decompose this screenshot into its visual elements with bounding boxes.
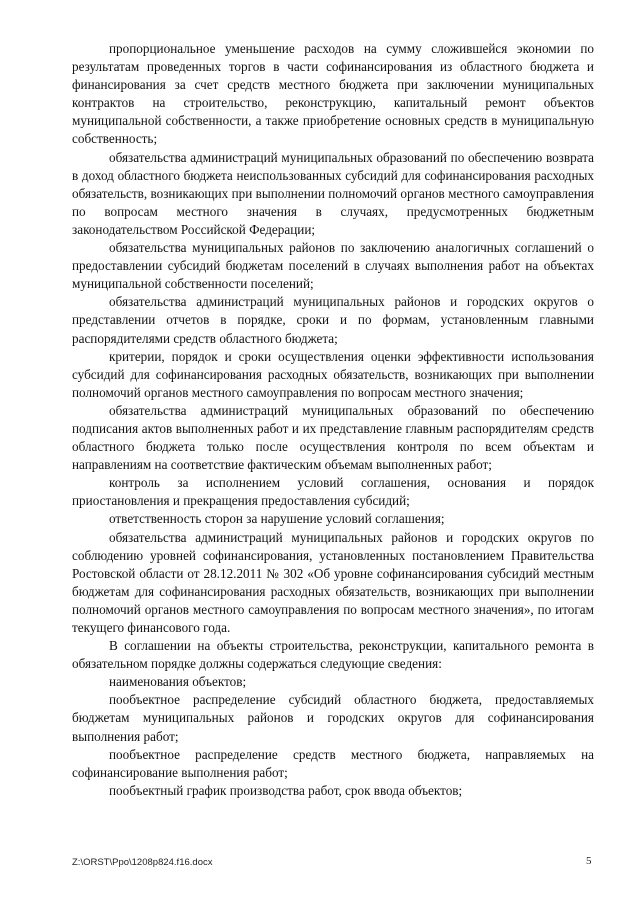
paragraph: наименования объектов; — [109, 674, 247, 690]
paragraph: пообъектное распределение субсидий областного бюджета, предоставляемых бюджетам муниципальных районов и городских округов для софинансирования выполнения работ; — [72, 692, 594, 744]
document-body — [72, 40, 594, 800]
paragraph: обязательства муниципальных районов по заключению аналогичных соглашений о предоставлении субсидий бюджетам поселений в случаях выполнения работ на объектах муниципальной собственности поселений; — [72, 240, 594, 292]
paragraph: пообъектный график производства работ, срок ввода объектов; — [109, 782, 463, 798]
footer-file-path: Z:\ORST\Ppo\1208p824.f16.docx — [72, 857, 213, 868]
paragraph: ответственность сторон за нарушение условий соглашения; — [109, 511, 445, 527]
paragraph: пообъектное распределение средств местного бюджета, направляемых на софинансирование выполнения работ; — [72, 746, 594, 780]
paragraph: обязательства администраций муниципальных образований по обеспечению возврата в доход областного бюджета неиспользованных субсидий для софинансирования расходных обязательств, возникающих при выполнении полномочий органов местного самоуправления по вопросам местного значения в случаях, предусмотренных бюджетным законодательством Российской Федерации; — [72, 149, 594, 237]
paragraph: В соглашении на объекты строительства, реконструкции, капитального ремонта в обязательном порядке должны содержаться следующие сведения: — [72, 638, 594, 672]
paragraph: контроль за исполнением условий соглашения, основания и порядок приостановления и прекращения предоставления субсидий; — [72, 475, 594, 509]
paragraph: обязательства администраций муниципальных районов и городских округов о представлении отчетов в порядке, сроки и по формам, установленным главными распорядителями средств областного бюджета; — [72, 294, 594, 346]
paragraph: обязательства администраций муниципальных образований по обеспечению подписания актов выполненных работ и их представление главным распорядителям средств областного бюджета только после осуществления контроля по всем объектам и направлениям на соответствие фактическим объемам выполненных работ; — [72, 402, 594, 473]
paragraph: критерии, порядок и сроки осуществления оценки эффективности использования субсидий для софинансирования расходных обязательств, возникающих при выполнении полномочий органов местного самоуправления по вопросам местного значения; — [72, 348, 594, 400]
paragraph: обязательства администраций муниципальных районов и городских округов по соблюдению уровней софинансирования, установленных постановлением Правительства Ростовской области от 28.12.2011 № 302 «Об уровне софинансирования субсидий местным бюджетам для софинансирования расходных обязательств, возникающих при выполнении полномочий органов местного самоуправления по вопросам местного значения», по итогам текущего финансового года. — [72, 529, 594, 635]
paragraph: пропорциональное уменьшение расходов на сумму сложившейся экономии по результатам проведенных торгов в части софинансирования из областного бюджета и финансирования за счет средств местного бюджета при заключении муниципальных контрактов на строительство, реконструкцию, капитальный ремонт объектов муниципальной собственности, а также приобретение основных средств в муниципальную собственность; — [72, 41, 594, 147]
page-number: 5 — [586, 855, 592, 867]
